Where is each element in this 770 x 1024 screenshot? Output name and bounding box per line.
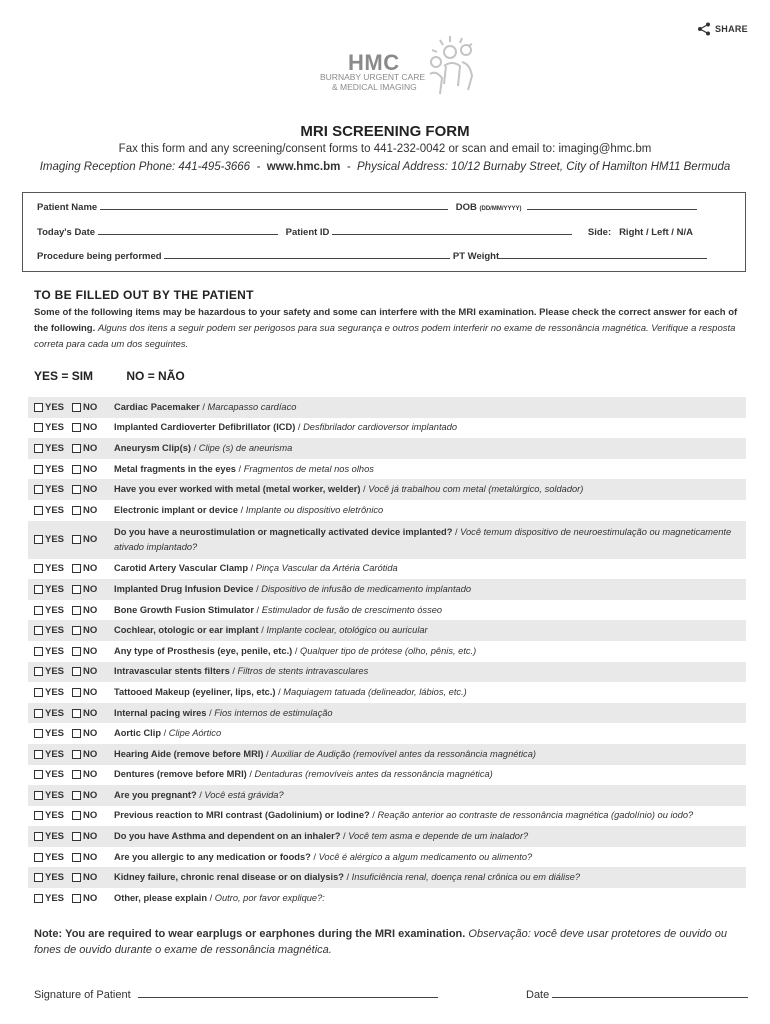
yes-no-group — [28, 625, 114, 636]
question-row — [28, 438, 746, 459]
question-row — [28, 785, 746, 806]
yes-checkbox[interactable] — [34, 832, 43, 841]
patient-id-field[interactable] — [332, 227, 572, 235]
question-row — [28, 479, 746, 500]
question-text: Any type of Prosthesis (eye, penile, etc.) / Qualquer tipo de prótese (olho, pênis, etc.) — [114, 645, 477, 656]
side-options[interactable]: Right / Left / N/A — [619, 227, 693, 238]
yes-no-group — [28, 484, 114, 495]
yes-label: YES — [45, 583, 65, 595]
yes-no-group — [28, 443, 114, 454]
yes-checkbox[interactable] — [34, 485, 43, 494]
question-text: Carotid Artery Vascular Clamp / Pinça Vascular da Artéria Carótida — [114, 563, 398, 574]
question-text: Are you allergic to any medication or foods? / Você é alérgico a algum medicamento ou alimento? — [114, 851, 533, 862]
question-portuguese: Auxiliar de Audição (removível antes da ressonância magnética) — [271, 748, 536, 759]
question-row — [28, 559, 746, 580]
question-text: Have you ever worked with metal (metal worker, welder) / Você já trabalhou com metal (metalúrgico, soldador) — [114, 484, 584, 495]
question-english: Do you have a neurostimulation or magnetically activated device implanted? — [114, 526, 453, 537]
todays-date-label: Today's Date — [37, 227, 96, 238]
yes-checkbox[interactable] — [34, 770, 43, 779]
question-english: Bone Growth Fusion Stimulator — [114, 604, 254, 615]
patient-name-label: Patient Name — [37, 202, 98, 213]
no-label: NO — [83, 504, 98, 516]
yes-checkbox[interactable] — [34, 606, 43, 615]
question-row — [28, 682, 746, 703]
signature-label: Signature of Patient — [34, 989, 131, 1001]
question-english: Tattooed Makeup (eyeliner, lips, etc.) — [114, 686, 276, 697]
yes-checkbox[interactable] — [34, 403, 43, 412]
question-portuguese: Pinça Vascular da Artéria Carótida — [255, 563, 398, 574]
signature-row — [34, 988, 438, 1001]
question-row — [28, 847, 746, 868]
question-text: Cochlear, otologic or ear implant / Implante coclear, otológico ou auricular — [114, 625, 428, 636]
no-label: NO — [83, 851, 98, 863]
no-label: NO — [83, 645, 98, 657]
question-english: Do you have Asthma and dependent on an inhaler? — [114, 831, 341, 842]
question-row — [28, 500, 746, 521]
no-label: NO — [83, 604, 98, 616]
todays-date-field[interactable] — [98, 227, 278, 235]
yes-no-group — [28, 872, 114, 883]
yes-checkbox[interactable] — [34, 688, 43, 697]
question-row — [28, 744, 746, 765]
question-text: Do you have Asthma and dependent on an inhaler? / Você tem asma e depende de um inalador? — [114, 831, 529, 842]
no-checkbox[interactable] — [72, 811, 81, 820]
yes-legend: YES = SIM — [34, 369, 94, 383]
question-portuguese: Você temum dispositivo de neuroestimulação ou magneticamente ativado implantado? — [114, 526, 732, 552]
no-label: NO — [83, 534, 98, 546]
question-row — [28, 703, 746, 724]
no-label: NO — [83, 422, 98, 434]
yes-label: YES — [45, 463, 65, 475]
no-checkbox[interactable] — [72, 606, 81, 615]
no-checkbox[interactable] — [72, 770, 81, 779]
no-checkbox[interactable] — [72, 729, 81, 738]
yes-no-group — [28, 769, 114, 780]
yes-checkbox[interactable] — [34, 444, 43, 453]
yes-label: YES — [45, 707, 65, 719]
question-text: Aortic Clip / Clipe Aórtico — [114, 728, 222, 739]
question-text: Cardiac Pacemaker / Marcapasso cardíaco — [114, 401, 297, 412]
no-label: NO — [83, 810, 98, 822]
yes-checkbox[interactable] — [34, 894, 43, 903]
question-text: Hearing Aide (remove before MRI) / Auxiliar de Audição (removível antes da ressonância magnética) — [114, 748, 536, 759]
question-english: Are you allergic to any medication or foods? — [114, 851, 311, 862]
yes-checkbox[interactable] — [34, 465, 43, 474]
yes-label: YES — [45, 625, 65, 637]
share-button[interactable] — [697, 22, 748, 36]
question-english: Kidney failure, chronic renal disease or on dialysis? — [114, 872, 344, 883]
question-portuguese: Fragmentos de metal nos olhos — [243, 463, 374, 474]
question-portuguese: Dentaduras (removíveis antes da ressonância magnética) — [254, 769, 493, 780]
question-portuguese: Filtros de stents intravasculares — [237, 666, 369, 677]
yes-label: YES — [45, 604, 65, 616]
question-text: Implanted Cardioverter Defibrillator (ICD) / Desfibrilador cardioversor implantado — [114, 422, 458, 433]
intro-english: Some of the following items may be hazardous to your safety and some can interfere with the MRI examination. Please check the correct answer for each of the following. — [34, 307, 738, 334]
answer-legend — [34, 369, 215, 383]
website-link[interactable]: www.hmc.bm — [266, 161, 341, 173]
question-portuguese: Estimulador de fusão de crescimento ósseo — [261, 604, 443, 615]
question-text: Dentures (remove before MRI) / Dentaduras (removíveis antes da ressonância magnética) — [114, 769, 493, 780]
section-intro — [34, 305, 744, 353]
question-english: Metal fragments in the eyes — [114, 463, 236, 474]
question-portuguese: Implante ou dispositivo eletrônico — [245, 504, 384, 515]
yes-checkbox[interactable] — [34, 535, 43, 544]
no-label: NO — [83, 728, 98, 740]
weight-field[interactable] — [499, 251, 707, 259]
reception-phone: Imaging Reception Phone: 441-495-3666 — [39, 161, 251, 173]
no-checkbox[interactable] — [72, 853, 81, 862]
question-text: Aneurysm Clip(s) / Clipe (s) de aneurisma — [114, 442, 293, 453]
no-checkbox[interactable] — [72, 709, 81, 718]
question-row — [28, 662, 746, 683]
yes-no-group — [28, 422, 114, 433]
question-english: Aortic Clip — [114, 728, 162, 739]
weight-label: PT Weight — [452, 251, 500, 262]
yes-no-group — [28, 505, 114, 516]
yes-no-group — [28, 605, 114, 616]
no-checkbox[interactable] — [72, 444, 81, 453]
no-checkbox[interactable] — [72, 423, 81, 432]
question-row — [28, 397, 746, 418]
yes-label: YES — [45, 831, 65, 843]
no-label: NO — [83, 463, 98, 475]
yes-no-group — [28, 708, 114, 719]
yes-label: YES — [45, 769, 65, 781]
no-checkbox[interactable] — [72, 791, 81, 800]
no-label: NO — [83, 583, 98, 595]
yes-label: YES — [45, 422, 65, 434]
question-row — [28, 867, 746, 888]
no-label: NO — [83, 563, 98, 575]
question-row — [28, 620, 746, 641]
logo-name: HMC — [348, 50, 400, 75]
share-icon — [697, 22, 711, 36]
patient-row-3 — [37, 251, 707, 262]
yes-checkbox[interactable] — [34, 423, 43, 432]
yes-label: YES — [45, 645, 65, 657]
question-row — [28, 418, 746, 439]
share-label: SHARE — [714, 24, 748, 34]
no-checkbox[interactable] — [72, 564, 81, 573]
yes-no-group — [28, 728, 114, 739]
note-english: You are required to wear earplugs or earphones during the MRI examination. — [65, 928, 466, 940]
question-row — [28, 641, 746, 662]
yes-label: YES — [45, 851, 65, 863]
yes-label: YES — [45, 872, 65, 884]
question-english: Intravascular stents filters — [114, 666, 230, 677]
yes-checkbox[interactable] — [34, 647, 43, 656]
yes-no-group — [28, 666, 114, 677]
yes-checkbox[interactable] — [34, 626, 43, 635]
signature-field[interactable] — [138, 988, 438, 998]
no-label: NO — [83, 484, 98, 496]
yes-no-group — [28, 563, 114, 574]
no-checkbox[interactable] — [72, 506, 81, 515]
question-portuguese: Você já trabalhou com metal (metalúrgico, soldador) — [368, 484, 584, 495]
question-portuguese: Outro, por favor explique?: — [214, 892, 325, 903]
yes-label: YES — [45, 666, 65, 678]
yes-label: YES — [45, 810, 65, 822]
question-row — [28, 723, 746, 744]
yes-no-group — [28, 464, 114, 475]
question-english: Implanted Drug Infusion Device — [114, 583, 254, 594]
yes-label: YES — [45, 504, 65, 516]
no-legend: NO = NÃO — [126, 369, 185, 383]
question-portuguese: Implante coclear, otológico ou auricular — [266, 625, 428, 636]
logo-line1: BURNABY URGENT CARE — [320, 72, 426, 82]
question-portuguese: Dispositivo de infusão de medicamento implantado — [261, 583, 472, 594]
question-text: Previous reaction to MRI contrast (Gadolinium) or Iodine? / Reação anterior ao contraste de ressonância magnética (gadolínio) ou iodo? — [114, 810, 694, 821]
no-checkbox[interactable] — [72, 403, 81, 412]
dob-label: DOB — [455, 202, 477, 213]
no-label: NO — [83, 831, 98, 843]
question-english: Any type of Prosthesis (eye, penile, etc.) — [114, 645, 293, 656]
fax-instructions: Fax this form and any screening/consent forms to 441-232-0042 or scan and email to: imaging@hmc.bm — [118, 143, 652, 155]
yes-no-group — [28, 534, 114, 545]
question-english: Dentures (remove before MRI) — [114, 769, 247, 780]
question-text: Kidney failure, chronic renal disease or on dialysis? / Insuficiência renal, doença renal crônica ou em diálise? — [114, 872, 581, 883]
yes-no-group — [28, 749, 114, 760]
yes-no-group — [28, 402, 114, 413]
patient-name-field[interactable] — [100, 202, 448, 210]
question-row — [28, 600, 746, 621]
yes-label: YES — [45, 534, 65, 546]
question-row — [28, 765, 746, 786]
question-english: Other, please explain — [114, 892, 208, 903]
yes-checkbox[interactable] — [34, 750, 43, 759]
question-english: Electronic implant or device — [114, 504, 238, 515]
question-row — [28, 459, 746, 480]
no-checkbox[interactable] — [72, 626, 81, 635]
yes-label: YES — [45, 686, 65, 698]
question-portuguese: Desfibrilador cardioversor implantado — [303, 422, 458, 433]
no-label: NO — [83, 686, 98, 698]
date-label: Date — [526, 989, 550, 1001]
question-row — [28, 521, 746, 559]
question-english: Are you pregnant? — [114, 789, 197, 800]
question-portuguese: Clipe (s) de aneurisma — [198, 442, 293, 453]
question-english: Carotid Artery Vascular Clamp — [114, 563, 248, 574]
dob-format: (DD/MM/YYYY) — [479, 206, 522, 212]
question-portuguese: Fios internos de estimulação — [214, 707, 333, 718]
question-text: Tattooed Makeup (eyeliner, lips, etc.) / Maquiagem tatuada (delineador, lábios, etc.) — [114, 686, 467, 697]
question-english: Cardiac Pacemaker — [114, 401, 200, 412]
yes-label: YES — [45, 442, 65, 454]
no-label: NO — [83, 789, 98, 801]
question-portuguese: Insuficiência renal, doença renal crônica ou em diálise? — [351, 872, 581, 883]
question-row — [28, 579, 746, 600]
patient-id-label: Patient ID — [285, 227, 330, 238]
yes-label: YES — [45, 728, 65, 740]
yes-checkbox[interactable] — [34, 873, 43, 882]
no-checkbox[interactable] — [72, 485, 81, 494]
no-checkbox[interactable] — [72, 535, 81, 544]
question-portuguese: Você é alérgico a algum medicamento ou alimento? — [318, 851, 533, 862]
no-label: NO — [83, 892, 98, 904]
procedure-label: Procedure being performed — [37, 251, 162, 262]
question-portuguese: Qualquer tipo de prótese (olho, pênis, etc.) — [300, 645, 477, 656]
yes-no-group — [28, 790, 114, 801]
no-label: NO — [83, 748, 98, 760]
yes-checkbox[interactable] — [34, 729, 43, 738]
logo-figures-icon — [418, 22, 488, 112]
hmc-logo — [320, 50, 490, 110]
no-label: NO — [83, 442, 98, 454]
date-row — [526, 988, 748, 1001]
yes-no-group — [28, 831, 114, 842]
question-english: Hearing Aide (remove before MRI) — [114, 748, 264, 759]
no-checkbox[interactable] — [72, 585, 81, 594]
no-checkbox[interactable] — [72, 750, 81, 759]
question-portuguese: Clipe Aórtico — [168, 728, 222, 739]
yes-no-group — [28, 852, 114, 863]
earplug-note — [34, 926, 746, 958]
question-text: Intravascular stents filters / Filtros de stents intravasculares — [114, 666, 369, 677]
question-english: Implanted Cardioverter Defibrillator (ICD) — [114, 422, 296, 433]
no-checkbox[interactable] — [72, 647, 81, 656]
yes-no-group — [28, 810, 114, 821]
no-checkbox[interactable] — [72, 894, 81, 903]
side-label: Side: — [587, 227, 612, 238]
yes-label: YES — [45, 484, 65, 496]
question-portuguese: Você tem asma e depende de um inalador? — [348, 831, 529, 842]
yes-no-group — [28, 687, 114, 698]
yes-no-group — [28, 646, 114, 657]
dob-field[interactable] — [527, 202, 697, 210]
patient-row-1 — [37, 202, 697, 213]
yes-checkbox[interactable] — [34, 564, 43, 573]
question-text: Electronic implant or device / Implante ou dispositivo eletrônico — [114, 504, 384, 515]
question-portuguese: Reação anterior ao contraste de ressonância magnética (gadolínio) ou iodo? — [377, 810, 694, 821]
no-checkbox[interactable] — [72, 832, 81, 841]
questions-list — [28, 397, 746, 909]
question-english: Previous reaction to MRI contrast (Gadolinium) or Iodine? — [114, 810, 370, 821]
yes-checkbox[interactable] — [34, 585, 43, 594]
no-label: NO — [83, 872, 98, 884]
contact-line: Imaging Reception Phone: 441-495-3666 - www.hmc.bm - Physical Address: 10/12 Burnaby Street, City of Hamilton HM11 Bermuda — [39, 161, 731, 173]
patient-row-2 — [37, 227, 693, 238]
yes-label: YES — [45, 748, 65, 760]
question-text: Are you pregnant? / Você está grávida? — [114, 789, 284, 800]
yes-label: YES — [45, 892, 65, 904]
question-text: Internal pacing wires / Fios internos de estimulação — [114, 707, 333, 718]
intro-portuguese: Alguns dos itens a seguir podem ser perigosos para sua segurança e outros podem interferir no exame de ressonância magnética. Verifique a resposta correta para cada um dos seguintes. — [34, 323, 736, 350]
patient-info-box — [22, 192, 746, 272]
question-row — [28, 806, 746, 827]
no-label: NO — [83, 401, 98, 413]
question-english: Internal pacing wires — [114, 707, 207, 718]
physical-address: Physical Address: 10/12 Burnaby Street, City of Hamilton HM11 Bermuda — [357, 161, 731, 173]
yes-checkbox[interactable] — [34, 709, 43, 718]
yes-checkbox[interactable] — [34, 853, 43, 862]
form-title: MRI SCREENING FORM — [300, 123, 470, 140]
no-checkbox[interactable] — [72, 465, 81, 474]
yes-label: YES — [45, 563, 65, 575]
yes-label: YES — [45, 401, 65, 413]
question-english: Have you ever worked with metal (metal worker, welder) — [114, 484, 361, 495]
no-checkbox[interactable] — [72, 667, 81, 676]
question-text: Metal fragments in the eyes / Fragmentos de metal nos olhos — [114, 463, 374, 474]
note-portuguese: Observação: você deve usar protetores de ouvido ou fones de ouvido durante o exame de ressonância magnética. — [34, 928, 728, 956]
yes-checkbox[interactable] — [34, 667, 43, 676]
question-text: Implanted Drug Infusion Device / Dispositivo de infusão de medicamento implantado — [114, 583, 472, 594]
procedure-field[interactable] — [164, 251, 450, 259]
section-heading: TO BE FILLED OUT BY THE PATIENT — [34, 288, 254, 302]
no-checkbox[interactable] — [72, 873, 81, 882]
yes-no-group — [28, 893, 114, 904]
yes-checkbox[interactable] — [34, 506, 43, 515]
question-portuguese: Marcapasso cardíaco — [207, 401, 297, 412]
yes-checkbox[interactable] — [34, 811, 43, 820]
date-field[interactable] — [552, 988, 748, 998]
no-label: NO — [83, 707, 98, 719]
question-row — [28, 888, 746, 909]
note-label: Note: — [34, 928, 63, 940]
question-text: Do you have a neurostimulation or magnetically activated device implanted? / Você temum dispositivo de neuroestimulação ou magneticamente ativado implantado? — [114, 526, 732, 552]
question-portuguese: Você está grávida? — [204, 789, 284, 800]
no-label: NO — [83, 769, 98, 781]
yes-checkbox[interactable] — [34, 791, 43, 800]
no-label: NO — [83, 625, 98, 637]
question-text: Other, please explain / Outro, por favor explique?: — [114, 892, 325, 903]
question-english: Cochlear, otologic or ear implant — [114, 625, 259, 636]
yes-label: YES — [45, 789, 65, 801]
no-label: NO — [83, 666, 98, 678]
question-english: Aneurysm Clip(s) — [114, 442, 191, 453]
question-text: Bone Growth Fusion Stimulator / Estimulador de fusão de crescimento ósseo — [114, 604, 443, 615]
no-checkbox[interactable] — [72, 688, 81, 697]
question-row — [28, 826, 746, 847]
question-portuguese: Maquiagem tatuada (delineador, lábios, etc.) — [283, 686, 467, 697]
logo-line2: & MEDICAL IMAGING — [332, 82, 417, 92]
yes-no-group — [28, 584, 114, 595]
